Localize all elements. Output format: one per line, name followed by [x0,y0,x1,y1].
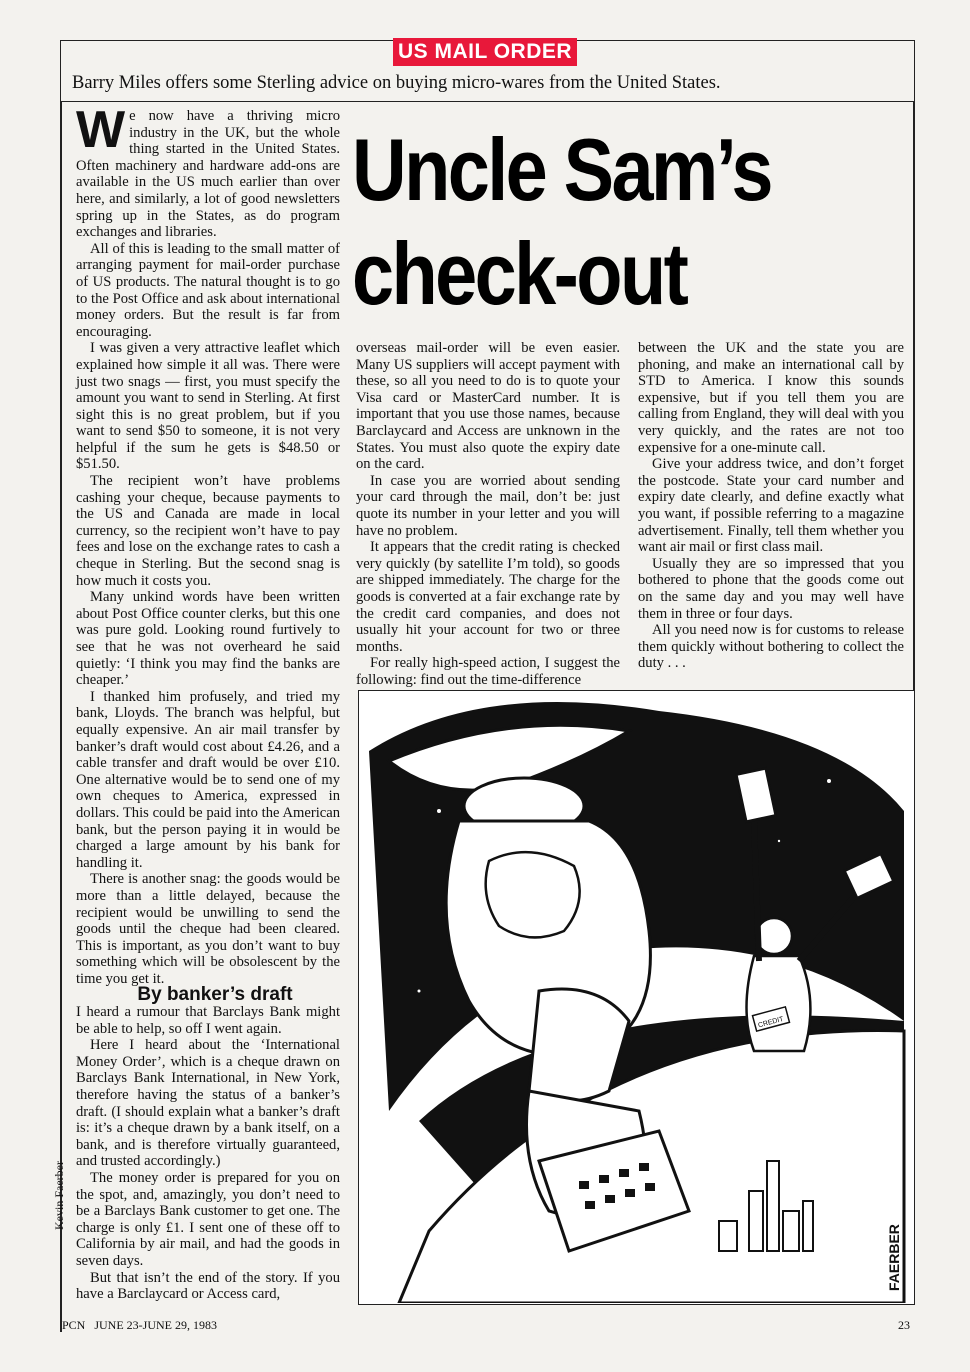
paragraph: between the UK and the state you are phoning, and make an international call by STD to America. I know this sounds expensive, but if you tell them you are calling from England, they will deal with you very quickly, and the rates are not too expensive for a one-minute call. [638,340,904,456]
paragraph: But that isn’t the end of the story. If you have a Barclaycard or Access card, [76,1269,340,1303]
headline-line-2: check-out [352,224,687,323]
article-column-2 [356,340,620,688]
paragraph: I was given a very attractive leaflet which explained how simple it all was. There were just two snags — first, you must specify the amount you want to send in Sterling. At first sight this is no great problem, but if you want to send $50 to someone, it is not very helpful if the sum he gets is $48.50 or $51.50. [76,340,340,473]
headline-line-1: Uncle Sam’s [352,120,771,219]
paragraph: All you need now is for customs to release them quickly without bothering to collect the duty . . . [638,622,904,672]
subheading: By banker’s draft [137,984,293,1006]
paragraph: overseas mail-order will be even easier. Many US suppliers will accept payment with these, so all you need to do is to quote your Visa card or MasterCard number. It is important that you use those names, because Barclaycard and Access are unknown in the States. You must also quote the expiry date on the card. [356,340,620,473]
artist-signature: FAERBER [886,1224,902,1291]
paragraph: I thanked him profusely, and tried my bank, Lloyds. The branch was helpful, but equally expensive. An air mail transfer by banker’s draft would cost about £4.26, and a cable transfer and draft would be over £10. One alternative would be to send one of my own cheques to America, expressed in dollars. This could be paid into the American bank, but the person paying it in would be charged a large amount by his bank for handling it. [76,688,340,871]
illustration-credit: Kevin Faerber [52,1161,66,1230]
paragraph: I heard a rumour that Barclays Bank might be able to help, so off I went again. [76,1004,340,1037]
paragraph: The recipient won’t have problems cashing your cheque, because payments to the US and Canada are made in local currency, so the recipient won’t have to pay fees and lose on the exchange rates to cash a cheque in Sterling. But the second snag is how much it costs you. [76,473,340,589]
headline [352,118,834,326]
standfirst: Barry Miles offers some Sterling advice on buying micro-wares from the United States. [72,73,721,93]
footer-issue-date: PCN JUNE 23-JUNE 29, 1983 [62,1318,218,1332]
article-column-1 [76,101,340,1303]
article-column-3 [638,340,904,672]
paragraph: Give your address twice, and don’t forget the postcode. State your card number and expiry date clearly, and define exactly what you want, if possible referring to a magazine advertisement. Finally, tell them whether you want air mail or first class mail. [638,456,904,556]
paragraph: Usually they are so impressed that you bothered to phone that the goods come out on the same day and you may well have them in three or four days. [638,555,904,622]
paragraph: All of this is leading to the small matter of arranging payment for mail-order purchase of US products. The natural thought is to go to the Post Office and ask about international money orders. But the result is far from encouraging. [76,240,340,340]
paragraph: Many unkind words have been written about Post Office counter clerks, but this one was pure gold. Looking round furtively to see that he was not overheard he said quietly: ‘I think you may find the banks are cheaper.’ [76,589,340,689]
paragraph: e now have a thriving micro industry in the UK, but the whole thing started in the United States. Often machinery and hardware add-ons are available in the US much earlier than over here, and similarly, a lot of good newsletters spring up in the States, as do program exchanges and libraries. [76,108,340,241]
paragraph: It appears that the credit rating is checked very quickly (by satellite I’m told), so goods are shipped immediately. The charge for the goods is converted at a fair exchange rate by the credit card companies, and does not usually hit your account for two or three months. [356,539,620,655]
column-rule-left [60,102,62,1332]
paragraph: In case you are worried about sending your card through the mail, don’t be: just quote its number in your letter and you will have no problem. [356,472,620,539]
cartoon-illustration [358,690,915,1305]
paragraph: Here I heard about the ‘International Money Order’, which is a cheque drawn on Barclays Bank International, in New York, therefore having the status of a banker’s draft. (I should explain what a banker’s draft is: it’s a cheque drawn by a bank itself, on a bank, and is therefore virtually guaranteed, and trusted accordingly.) [76,1037,340,1170]
paragraph: The money order is prepared for you on the spot, and, amazingly, you don’t need to be a Barclays Bank customer to get one. The charge is only £1. I sent one of these off to California by air mail, and had the goods in seven days. [76,1170,340,1269]
column-rule-right [913,102,915,692]
cartoon-drawing [359,691,913,1303]
page-number: 23 [898,1318,910,1332]
section-tag: US MAIL ORDER [393,38,577,66]
drop-cap: W [76,101,126,159]
paragraph: For really high-speed action, I suggest the following: find out the time-difference [356,655,620,688]
paragraph: There is another snag: the goods would be more than a little delayed, because the recipient would be unwilling to send the goods until the cheque had been cleared. This is important, as you don’t want to buy something which will be obsolescent by the time you get it. [76,871,340,987]
credit-card-label: CREDIT [757,1015,785,1030]
